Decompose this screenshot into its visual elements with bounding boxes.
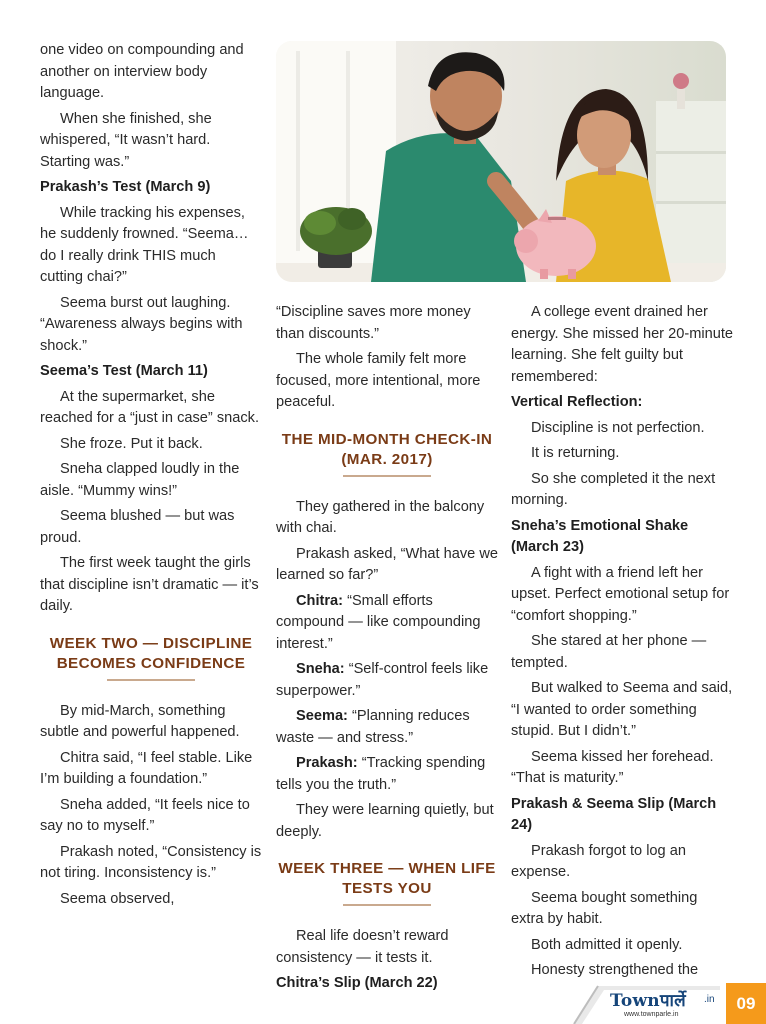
paragraph: By mid-March, something subtle and powerful happened. bbox=[40, 702, 240, 740]
heading-divider bbox=[107, 679, 195, 681]
quote-text: “Small efforts compound — like compounding interest.” bbox=[276, 592, 481, 652]
subheading: Vertical Reflection: bbox=[511, 394, 643, 410]
paragraph: But walked to Seema and said, “I wanted to order something stupid. But I didn’t.” bbox=[511, 680, 733, 739]
section-heading: WEEK THREE — WHEN LIFE TESTS YOU bbox=[278, 860, 496, 897]
quote-text: “Self-control feels like superpower.” bbox=[276, 661, 489, 699]
quote-text: “Tracking spending tells you the truth.” bbox=[276, 755, 486, 793]
text-column-3 bbox=[511, 302, 733, 986]
subheading: Sneha’s Emotional Shake (March 23) bbox=[511, 517, 689, 555]
paragraph: The first week taught the girls that discipline isn’t dramatic — it’s daily. bbox=[40, 555, 259, 614]
paragraph: She stared at her phone — tempted. bbox=[511, 633, 707, 671]
paragraph: They were learning quietly, but deeply. bbox=[276, 802, 494, 840]
paragraph: Honesty strengthened the bbox=[531, 962, 699, 978]
heading-divider bbox=[343, 904, 431, 906]
paragraph: Seema kissed her forehead. “That is maturity.” bbox=[511, 748, 714, 786]
paragraph: They gathered in the balcony with chai. bbox=[276, 498, 485, 536]
paragraph: Both admitted it openly. bbox=[531, 936, 683, 953]
paragraph: She froze. Put it back. bbox=[60, 435, 203, 452]
paragraph: Prakash noted, “Consistency is not tiring. Inconsistency is.” bbox=[40, 843, 262, 881]
quote-paragraph bbox=[276, 591, 498, 656]
paragraph: A college event drained her energy. She missed her 20-minute learning. She felt guilty but remembered: bbox=[511, 304, 733, 385]
subheading: Chitra’s Slip (March 22) bbox=[276, 975, 438, 991]
paragraph: At the supermarket, she reached for a “just in case” snack. bbox=[40, 388, 260, 426]
subheading: Prakash & Seema Slip (March 24) bbox=[511, 795, 717, 833]
speaker-name: Chitra: bbox=[296, 592, 344, 609]
text-column-2 bbox=[276, 302, 498, 999]
paragraph: When she finished, she whispered, “It wasn’t hard. Starting was.” bbox=[40, 110, 212, 170]
townparle-logo bbox=[608, 986, 718, 1022]
paragraph: “Discipline saves more money than discounts.” bbox=[276, 304, 471, 342]
quote-paragraph bbox=[276, 706, 498, 749]
paragraph: A fight with a friend left her upset. Perfect emotional setup for “comfort shopping.” bbox=[511, 564, 730, 624]
paragraph: Prakash asked, “What have we learned so far?” bbox=[276, 545, 498, 583]
quote-text: “Planning reduces waste — and stress.” bbox=[276, 708, 470, 746]
paragraph: While tracking his expenses, he suddenly frowned. “Seema… do I really drink THIS much cutting chai?” bbox=[40, 204, 249, 285]
page-number: 09 bbox=[726, 983, 766, 1024]
paragraph: Sneha added, “It feels nice to say no to myself.” bbox=[40, 796, 250, 834]
logo-brand: Townपार्ले bbox=[610, 991, 686, 1011]
quote-paragraph bbox=[276, 753, 498, 796]
paragraph: The whole family felt more focused, more intentional, more peaceful. bbox=[276, 351, 481, 410]
paragraph: Discipline is not perfection. bbox=[531, 419, 705, 436]
paragraph: one video on compounding and another on interview body language. bbox=[40, 42, 244, 101]
section-heading: THE MID-MONTH CHECK-IN (MAR. 2017) bbox=[281, 430, 493, 468]
paragraph: Seema bought something extra by habit. bbox=[511, 889, 698, 927]
speaker-name: Sneha: bbox=[296, 661, 345, 677]
quote-paragraph bbox=[276, 659, 498, 702]
subheading: Prakash’s Test (March 9) bbox=[40, 179, 211, 195]
paragraph: Seema burst out laughing. “Awareness always begins with shock.” bbox=[40, 294, 243, 354]
heading-divider bbox=[343, 475, 431, 477]
paragraph: Prakash forgot to log an expense. bbox=[511, 842, 686, 880]
logo-tld: .in bbox=[704, 994, 715, 1005]
paragraph: Seema blushed — but was proud. bbox=[40, 508, 235, 546]
speaker-name: Prakash: bbox=[296, 755, 358, 771]
subheading: Seema’s Test (March 11) bbox=[40, 363, 208, 379]
paragraph: Chitra said, “I feel stable. Like I’m building a foundation.” bbox=[40, 749, 253, 787]
paragraph: It is returning. bbox=[531, 445, 620, 461]
section-heading: WEEK TWO — DISCIPLINE BECOMES CONFIDENCE bbox=[49, 634, 253, 672]
logo-url: www.townparle.in bbox=[624, 1011, 679, 1018]
hero-photo bbox=[276, 41, 726, 282]
paragraph: Seema observed, bbox=[60, 890, 175, 907]
speaker-name: Seema: bbox=[296, 708, 348, 724]
text-column-1 bbox=[40, 40, 262, 914]
paragraph: Sneha clapped loudly in the aisle. “Mummy wins!” bbox=[40, 461, 240, 499]
paragraph: So she completed it the next morning. bbox=[511, 470, 716, 508]
paragraph: Real life doesn’t reward consistency — it tests it. bbox=[276, 928, 449, 966]
